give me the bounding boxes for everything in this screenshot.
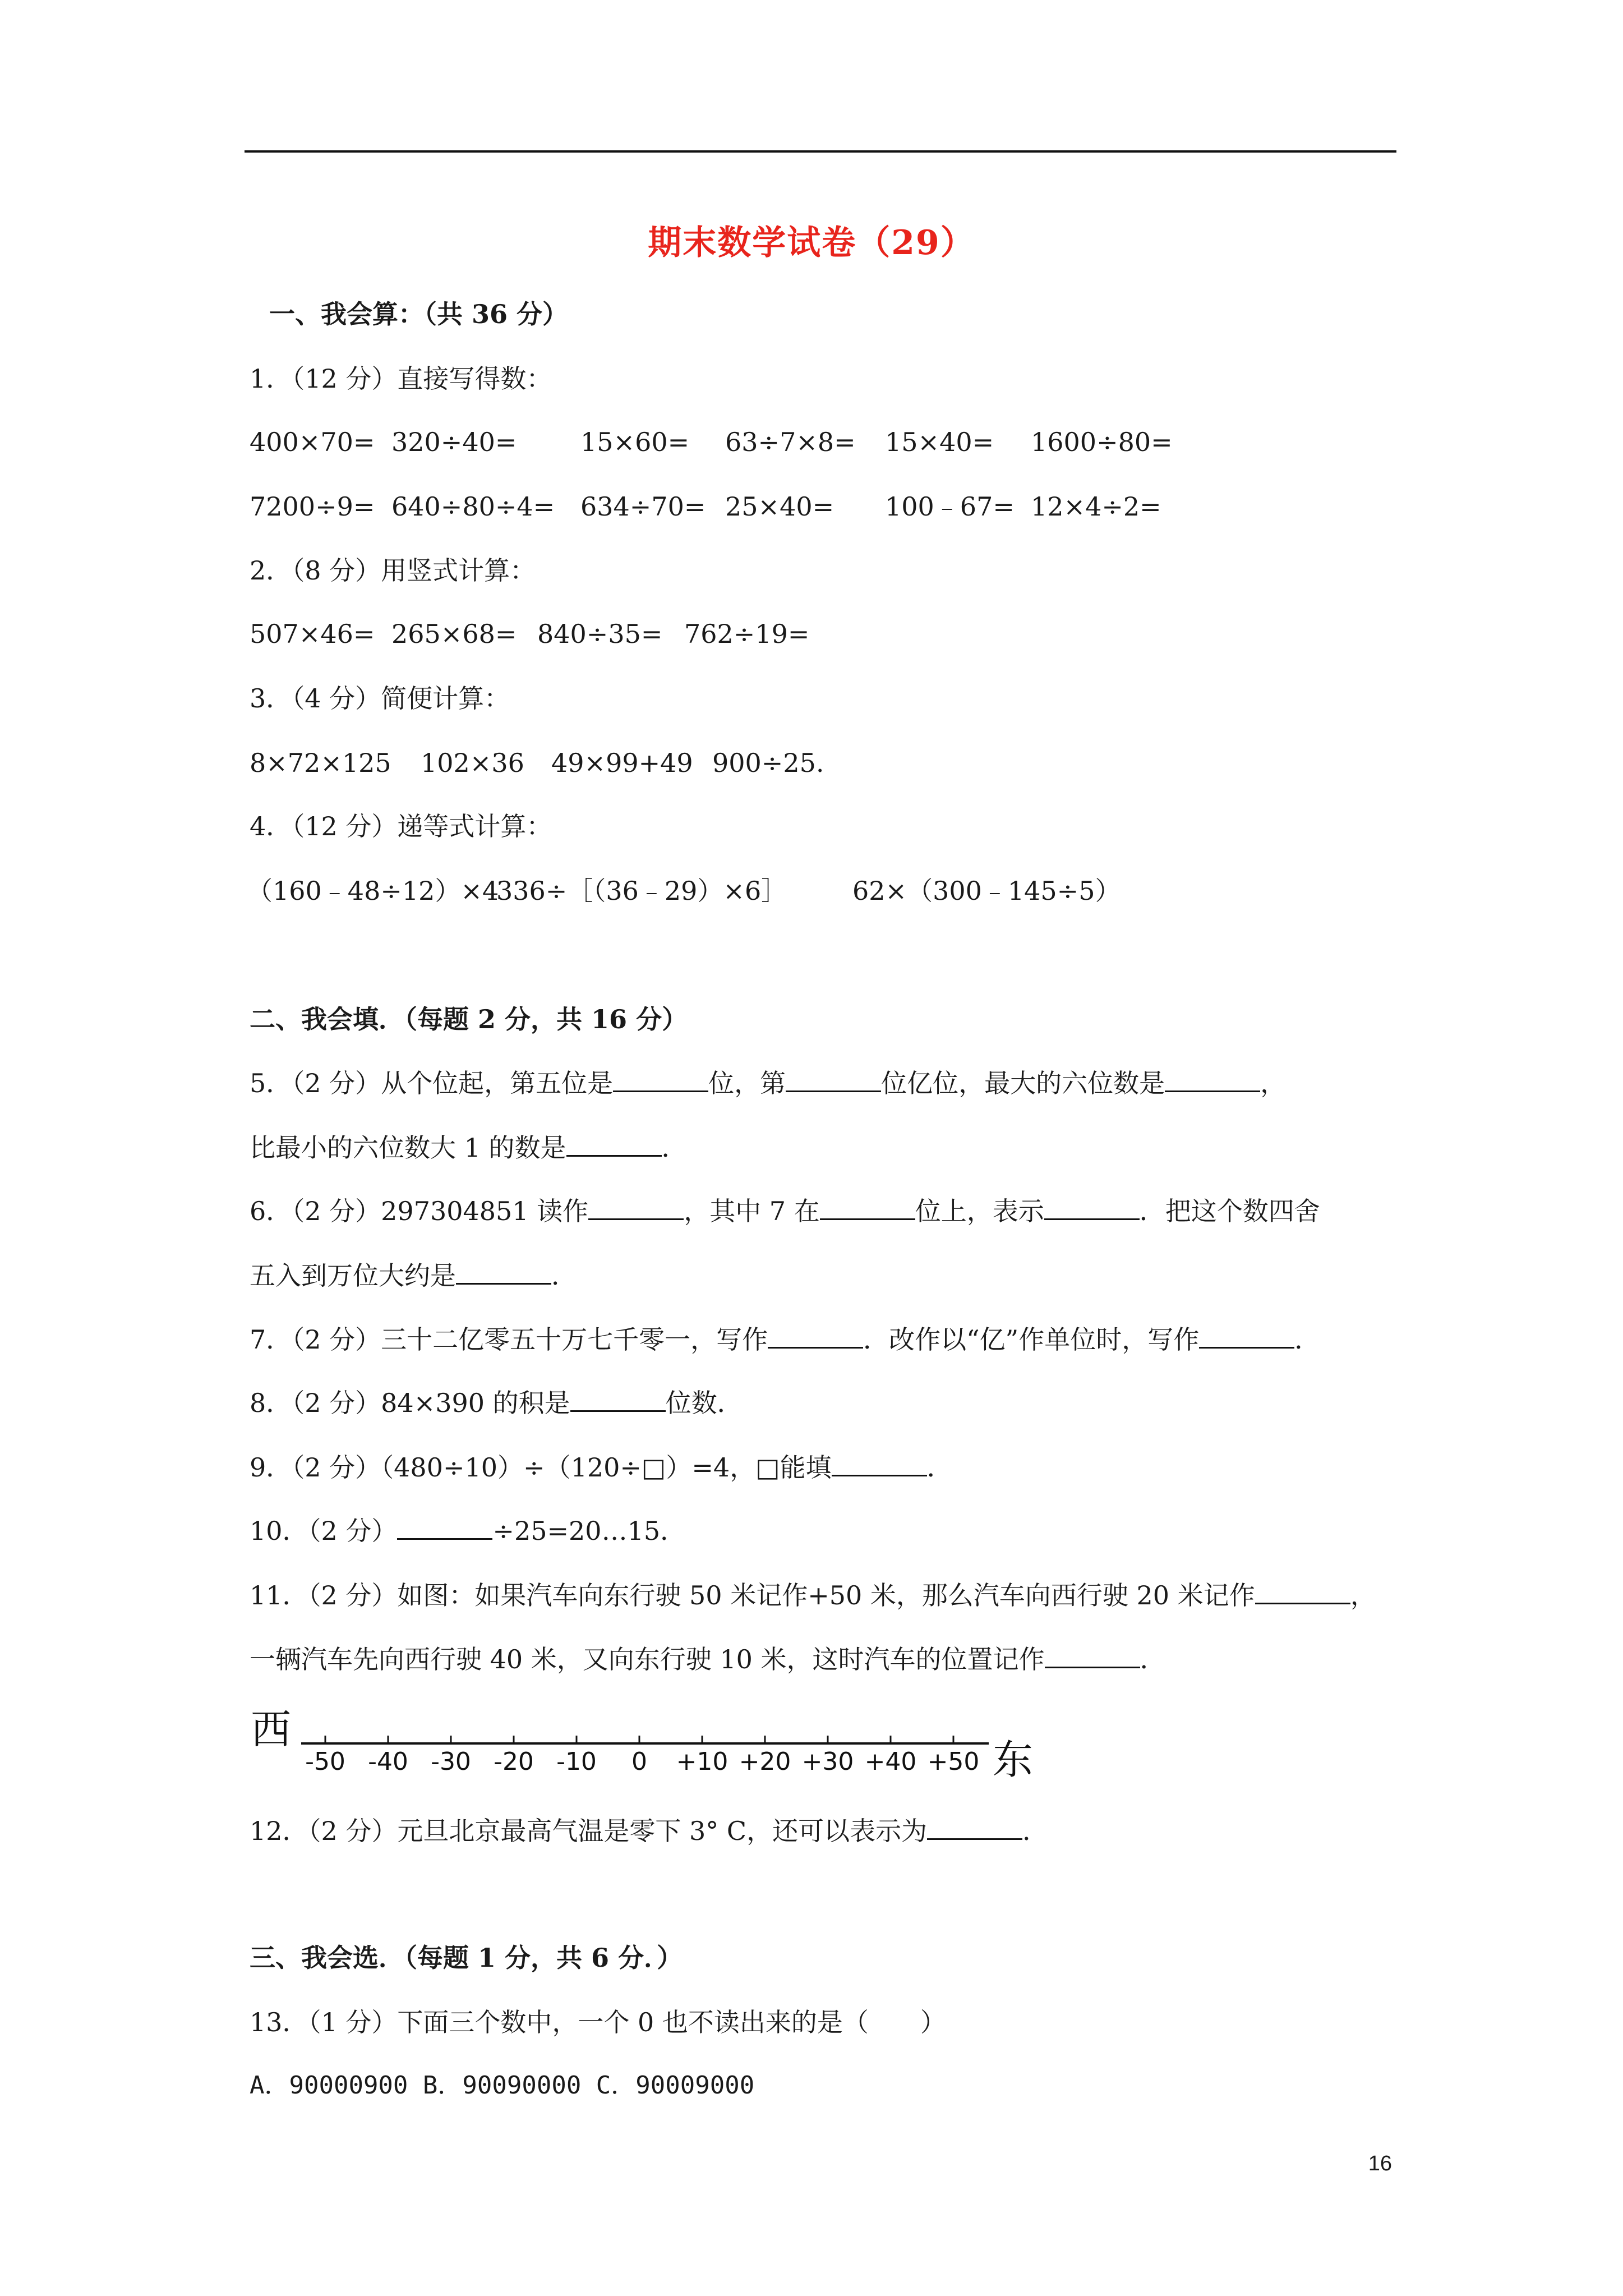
tick-label: +40	[864, 1747, 917, 1776]
number-line-figure	[250, 1700, 1046, 1778]
q5-text: 5．（2 分）从个位起，第五位是	[250, 1068, 614, 1098]
east-label: 东	[993, 1736, 1034, 1778]
q5-text: 位亿位，最大的六位数是	[881, 1068, 1165, 1098]
q7-text: 7．（2 分）三十二亿零五十万七千零一，写作	[250, 1324, 768, 1355]
q4-label: 4．（12 分）递等式计算：	[250, 811, 552, 841]
q10-text: ÷25=20…15．	[492, 1516, 686, 1546]
q6-text: ，其中 7 在	[684, 1196, 820, 1226]
q4-item: 336÷［（36﹣29）×6］	[496, 876, 787, 906]
q8-line	[250, 1386, 743, 1420]
q1-item: 7200÷9=	[250, 491, 375, 522]
answer-blank[interactable]	[927, 1814, 1022, 1840]
answer-blank[interactable]	[588, 1194, 684, 1220]
answer-blank[interactable]	[397, 1513, 492, 1540]
section1-heading: 一、我会算：（共 36 分）	[269, 299, 569, 329]
answer-blank[interactable]	[1045, 1642, 1140, 1668]
q5-text: ．	[661, 1133, 688, 1163]
answer-blank[interactable]	[786, 1066, 881, 1092]
q1-item: 640÷80÷4=	[391, 491, 555, 522]
q1-item: 63÷7×8=	[725, 427, 856, 457]
q5-text: 比最小的六位数大 1 的数是	[250, 1133, 566, 1163]
answer-blank[interactable]	[768, 1322, 863, 1349]
q8-text: 位数．	[665, 1388, 743, 1418]
answer-blank[interactable]	[1165, 1066, 1260, 1092]
tick-label: -50	[305, 1747, 345, 1776]
q3-item: 49×99+49	[551, 748, 693, 778]
q11-text: ，	[1350, 1580, 1376, 1611]
tick-label: +10	[676, 1747, 728, 1776]
q1-item: 25×40=	[725, 491, 834, 522]
q9-line	[250, 1450, 953, 1484]
tick-label: -30	[431, 1747, 471, 1776]
tick-group	[305, 1736, 979, 1776]
q11-line1	[250, 1578, 1376, 1612]
answer-blank[interactable]	[832, 1450, 927, 1476]
q3-item: 102×36	[421, 748, 524, 778]
q2-item: 265×68=	[391, 619, 517, 649]
q13-options: A．90000900 B．90090000 C．90009000	[250, 2071, 755, 2100]
q1-item: 15×60=	[580, 427, 690, 457]
q6-line2	[250, 1258, 577, 1292]
q5-line2	[250, 1130, 688, 1165]
tick-label: -20	[494, 1747, 534, 1776]
answer-blank[interactable]	[566, 1130, 662, 1157]
q7-line	[250, 1322, 1320, 1356]
answer-blank[interactable]	[613, 1066, 708, 1092]
tick-label: -10	[556, 1747, 597, 1776]
tick-label: +30	[801, 1747, 854, 1776]
q8-text: 8．（2 分）84×390 的积是	[250, 1388, 570, 1418]
q3-item: 900÷25.	[712, 748, 824, 778]
q6-line1	[250, 1194, 1320, 1228]
q1-item: 634÷70=	[580, 491, 706, 522]
answer-blank[interactable]	[1255, 1578, 1350, 1604]
q7-text: ．	[1294, 1324, 1321, 1355]
answer-blank[interactable]	[1044, 1194, 1140, 1220]
q12-line	[250, 1814, 1048, 1848]
q4-item: （160﹣48÷12）×4	[247, 876, 499, 906]
page-title: 期末数学试卷（29）	[648, 223, 975, 263]
q1-item: 12×4÷2=	[1031, 491, 1161, 522]
q1-item: 100﹣67=	[885, 491, 1015, 522]
q7-text: ．改作以“亿”作单位时，写作	[863, 1324, 1200, 1355]
q5-text: 位，第	[708, 1068, 786, 1098]
q3-item: 8×72×125	[250, 748, 391, 778]
q1-item: 15×40=	[885, 427, 994, 457]
q11-text: 11．（2 分）如图：如果汽车向东行驶 50 米记作+50 米，那么汽车向西行驶 20 米记作	[250, 1580, 1255, 1611]
q6-text: 位上，表示	[915, 1196, 1044, 1226]
q1-item: 400×70=	[250, 427, 375, 457]
q11-line2	[250, 1642, 1166, 1676]
q9-text: 9．（2 分）（480÷10）÷（120÷□）=4，□能填	[250, 1452, 832, 1483]
q11-text: 一辆汽车先向西行驶 40 米，又向东行驶 10 米，这时汽车的位置记作	[250, 1644, 1045, 1674]
q9-text: ．	[926, 1452, 953, 1483]
q12-text: 12．（2 分）元旦北京最高气温是零下 3° C，还可以表示为	[250, 1816, 928, 1846]
q2-item: 507×46=	[250, 619, 375, 649]
q1-item: 1600÷80=	[1031, 427, 1173, 457]
q6-text: 6．（2 分）297304851 读作	[250, 1196, 589, 1226]
q13-label: 13．（1 分）下面三个数中，一个 0 也不读出来的是（ ）	[250, 2007, 946, 2037]
q10-text: 10．（2 分）	[250, 1516, 398, 1546]
answer-blank[interactable]	[456, 1258, 551, 1285]
q1-item: 320÷40=	[391, 427, 517, 457]
tick-label: 0	[631, 1747, 647, 1776]
q11-text: ．	[1140, 1644, 1166, 1674]
q2-item: 840÷35=	[537, 619, 663, 649]
tick-label: +50	[927, 1747, 980, 1776]
answer-blank[interactable]	[820, 1194, 915, 1220]
header-rule	[245, 150, 1396, 153]
section3-heading: 三、我会选．（每题 1 分，共 6 分．）	[250, 1943, 683, 1973]
q6-text: 五入到万位大约是	[250, 1260, 456, 1291]
q12-text: ．	[1022, 1816, 1049, 1846]
q2-item: 762÷19=	[684, 619, 810, 649]
tick-label: -40	[368, 1747, 408, 1776]
q5-line1	[250, 1066, 1286, 1100]
q4-item: 62×（300﹣145÷5）	[852, 876, 1121, 906]
q5-text: ，	[1260, 1068, 1287, 1098]
q1-label: 1．（12 分）直接写得数：	[250, 364, 552, 394]
q6-text: ．把这个数四舍	[1139, 1196, 1320, 1226]
q3-label: 3．（4 分）简便计算：	[250, 683, 510, 714]
q2-label: 2．（8 分）用竖式计算：	[250, 555, 536, 586]
tick-label: +20	[739, 1747, 791, 1776]
q6-text: ．	[551, 1260, 577, 1291]
answer-blank[interactable]	[1199, 1322, 1294, 1349]
west-label: 西	[251, 1706, 292, 1753]
section2-heading: 二、我会填．（每题 2 分，共 16 分）	[250, 1004, 688, 1034]
page-number: 16	[1368, 2152, 1392, 2175]
q10-line	[250, 1513, 686, 1548]
answer-blank[interactable]	[570, 1386, 666, 1412]
